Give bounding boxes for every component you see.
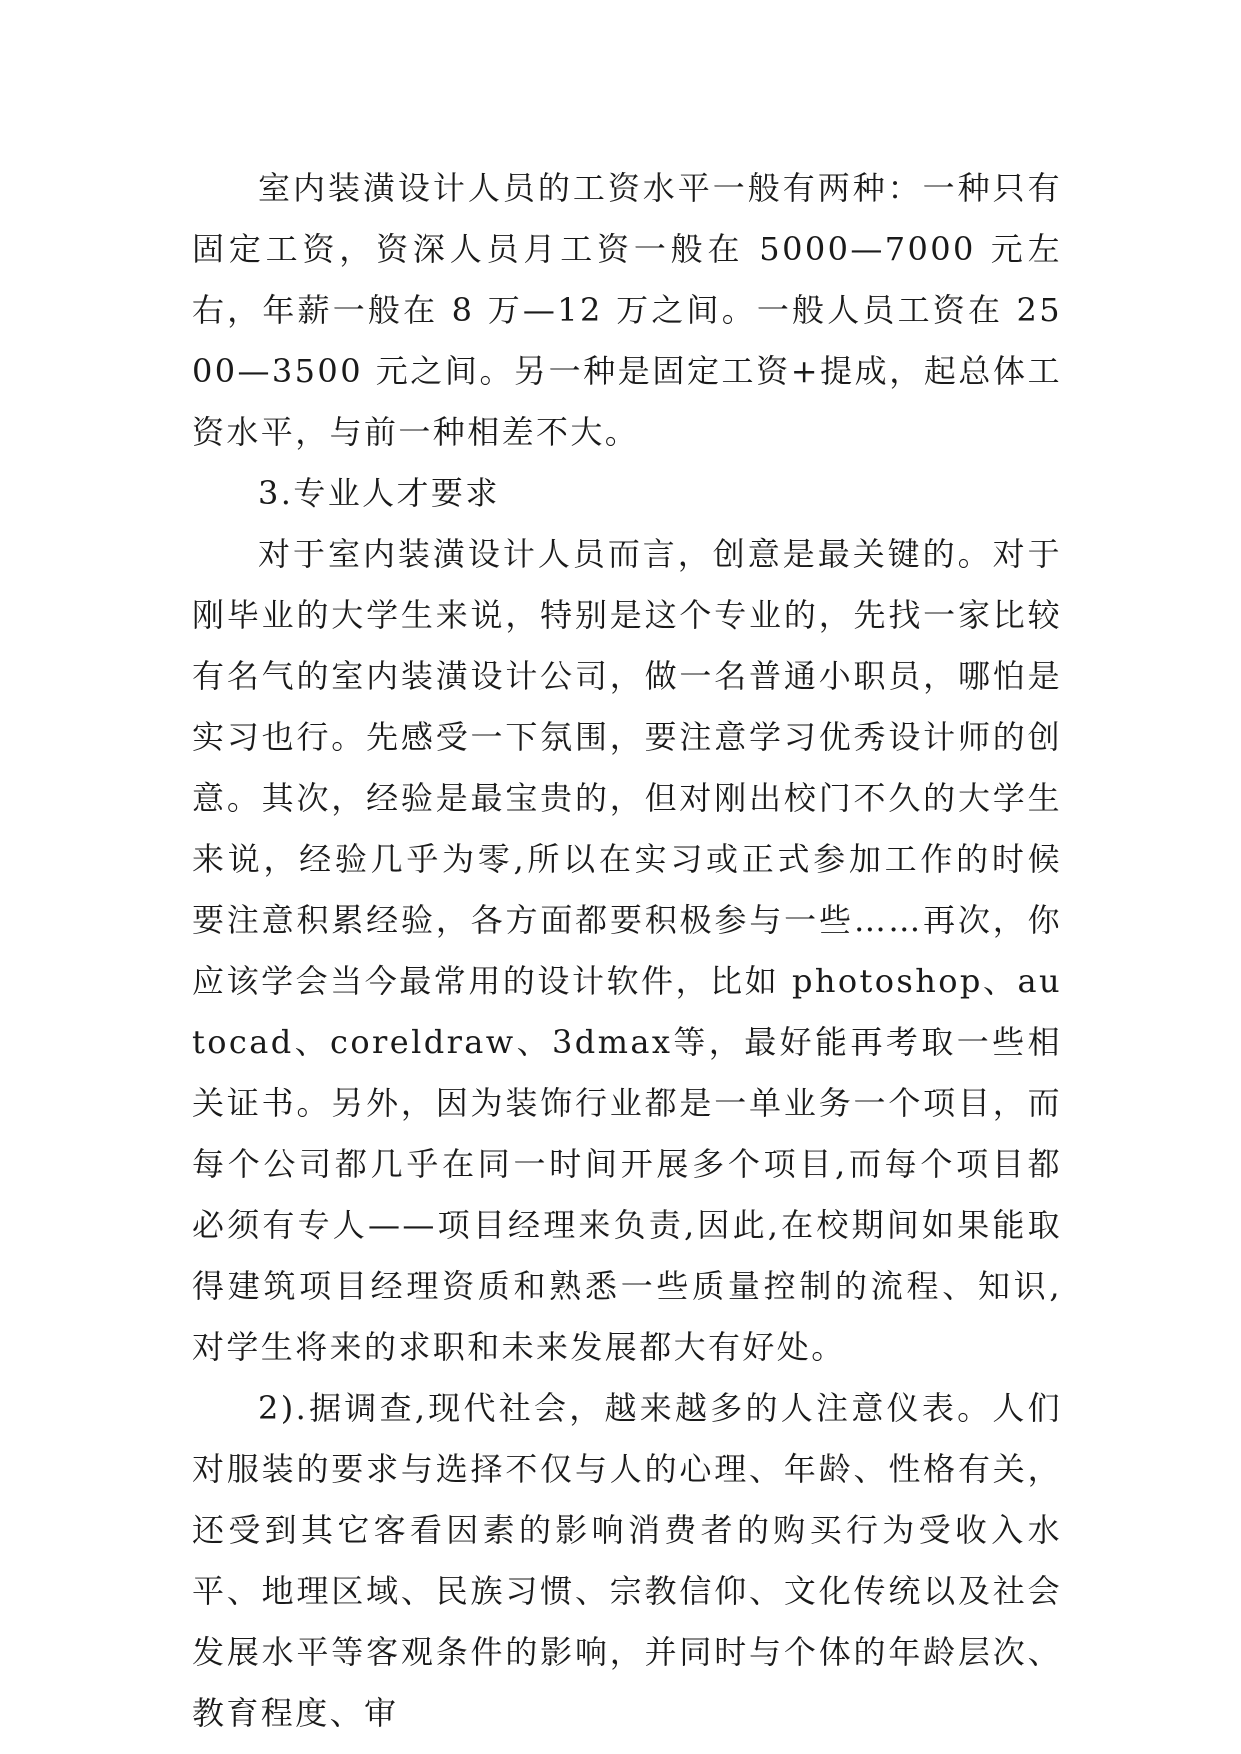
paragraph-talent-requirements: 对于室内装潢设计人员而言，创意是最关键的。对于刚毕业的大学生来说，特别是这个专业的，先找一家比较有名气的室内装潢设计公司，做一名普通小职员，哪怕是实习也行。先感受一下氛围，要注意学习优秀设计师的创意。其次，经验是最宝贵的，但对刚出校门不久的大学生来说，经验几乎为零,所以在实习或正式参加工作的时候要注意积累经验，各方面都要积极参与一些……再次，你应该学会当今最常用的设计软件，比如 photoshop、autocad、coreldraw、3dmax等，最好能再考取一些相关证书。另外，因为装饰行业都是一单业务一个项目，而每个公司都几乎在同一时间开展多个项目,而每个项目都必须有专人——项目经理来负责,因此,在校期间如果能取得建筑项目经理资质和熟悉一些质量控制的流程、知识,对学生将来的求职和未来发展都大有好处。 bbox=[192, 535, 1062, 1366]
paragraph-salary: 室内装潢设计人员的工资水平一般有两种：一种只有固定工资，资深人员月工资一般在 5000—7000 元左右，年薪一般在 8 万—12 万之间。一般人员工资在 2500—3500 元之间。另一种是固定工资+提成，起总体工资水平，与前一种相差不大。 bbox=[192, 169, 1062, 451]
section-heading-talent-requirements: 3.专业人才要求 bbox=[258, 474, 500, 512]
document-body bbox=[192, 158, 1062, 1744]
paragraph-survey: 2).据调查,现代社会，越来越多的人注意仪表。人们对服装的要求与选择不仅与人的心理、年龄、性格有关，还受到其它客看因素的影响消费者的购买行为受收入水平、地理区域、民族习惯、宗教信仰、文化传统以及社会发展水平等客观条件的影响，并同时与个体的年龄层次、教育程度、审 bbox=[192, 1389, 1062, 1732]
